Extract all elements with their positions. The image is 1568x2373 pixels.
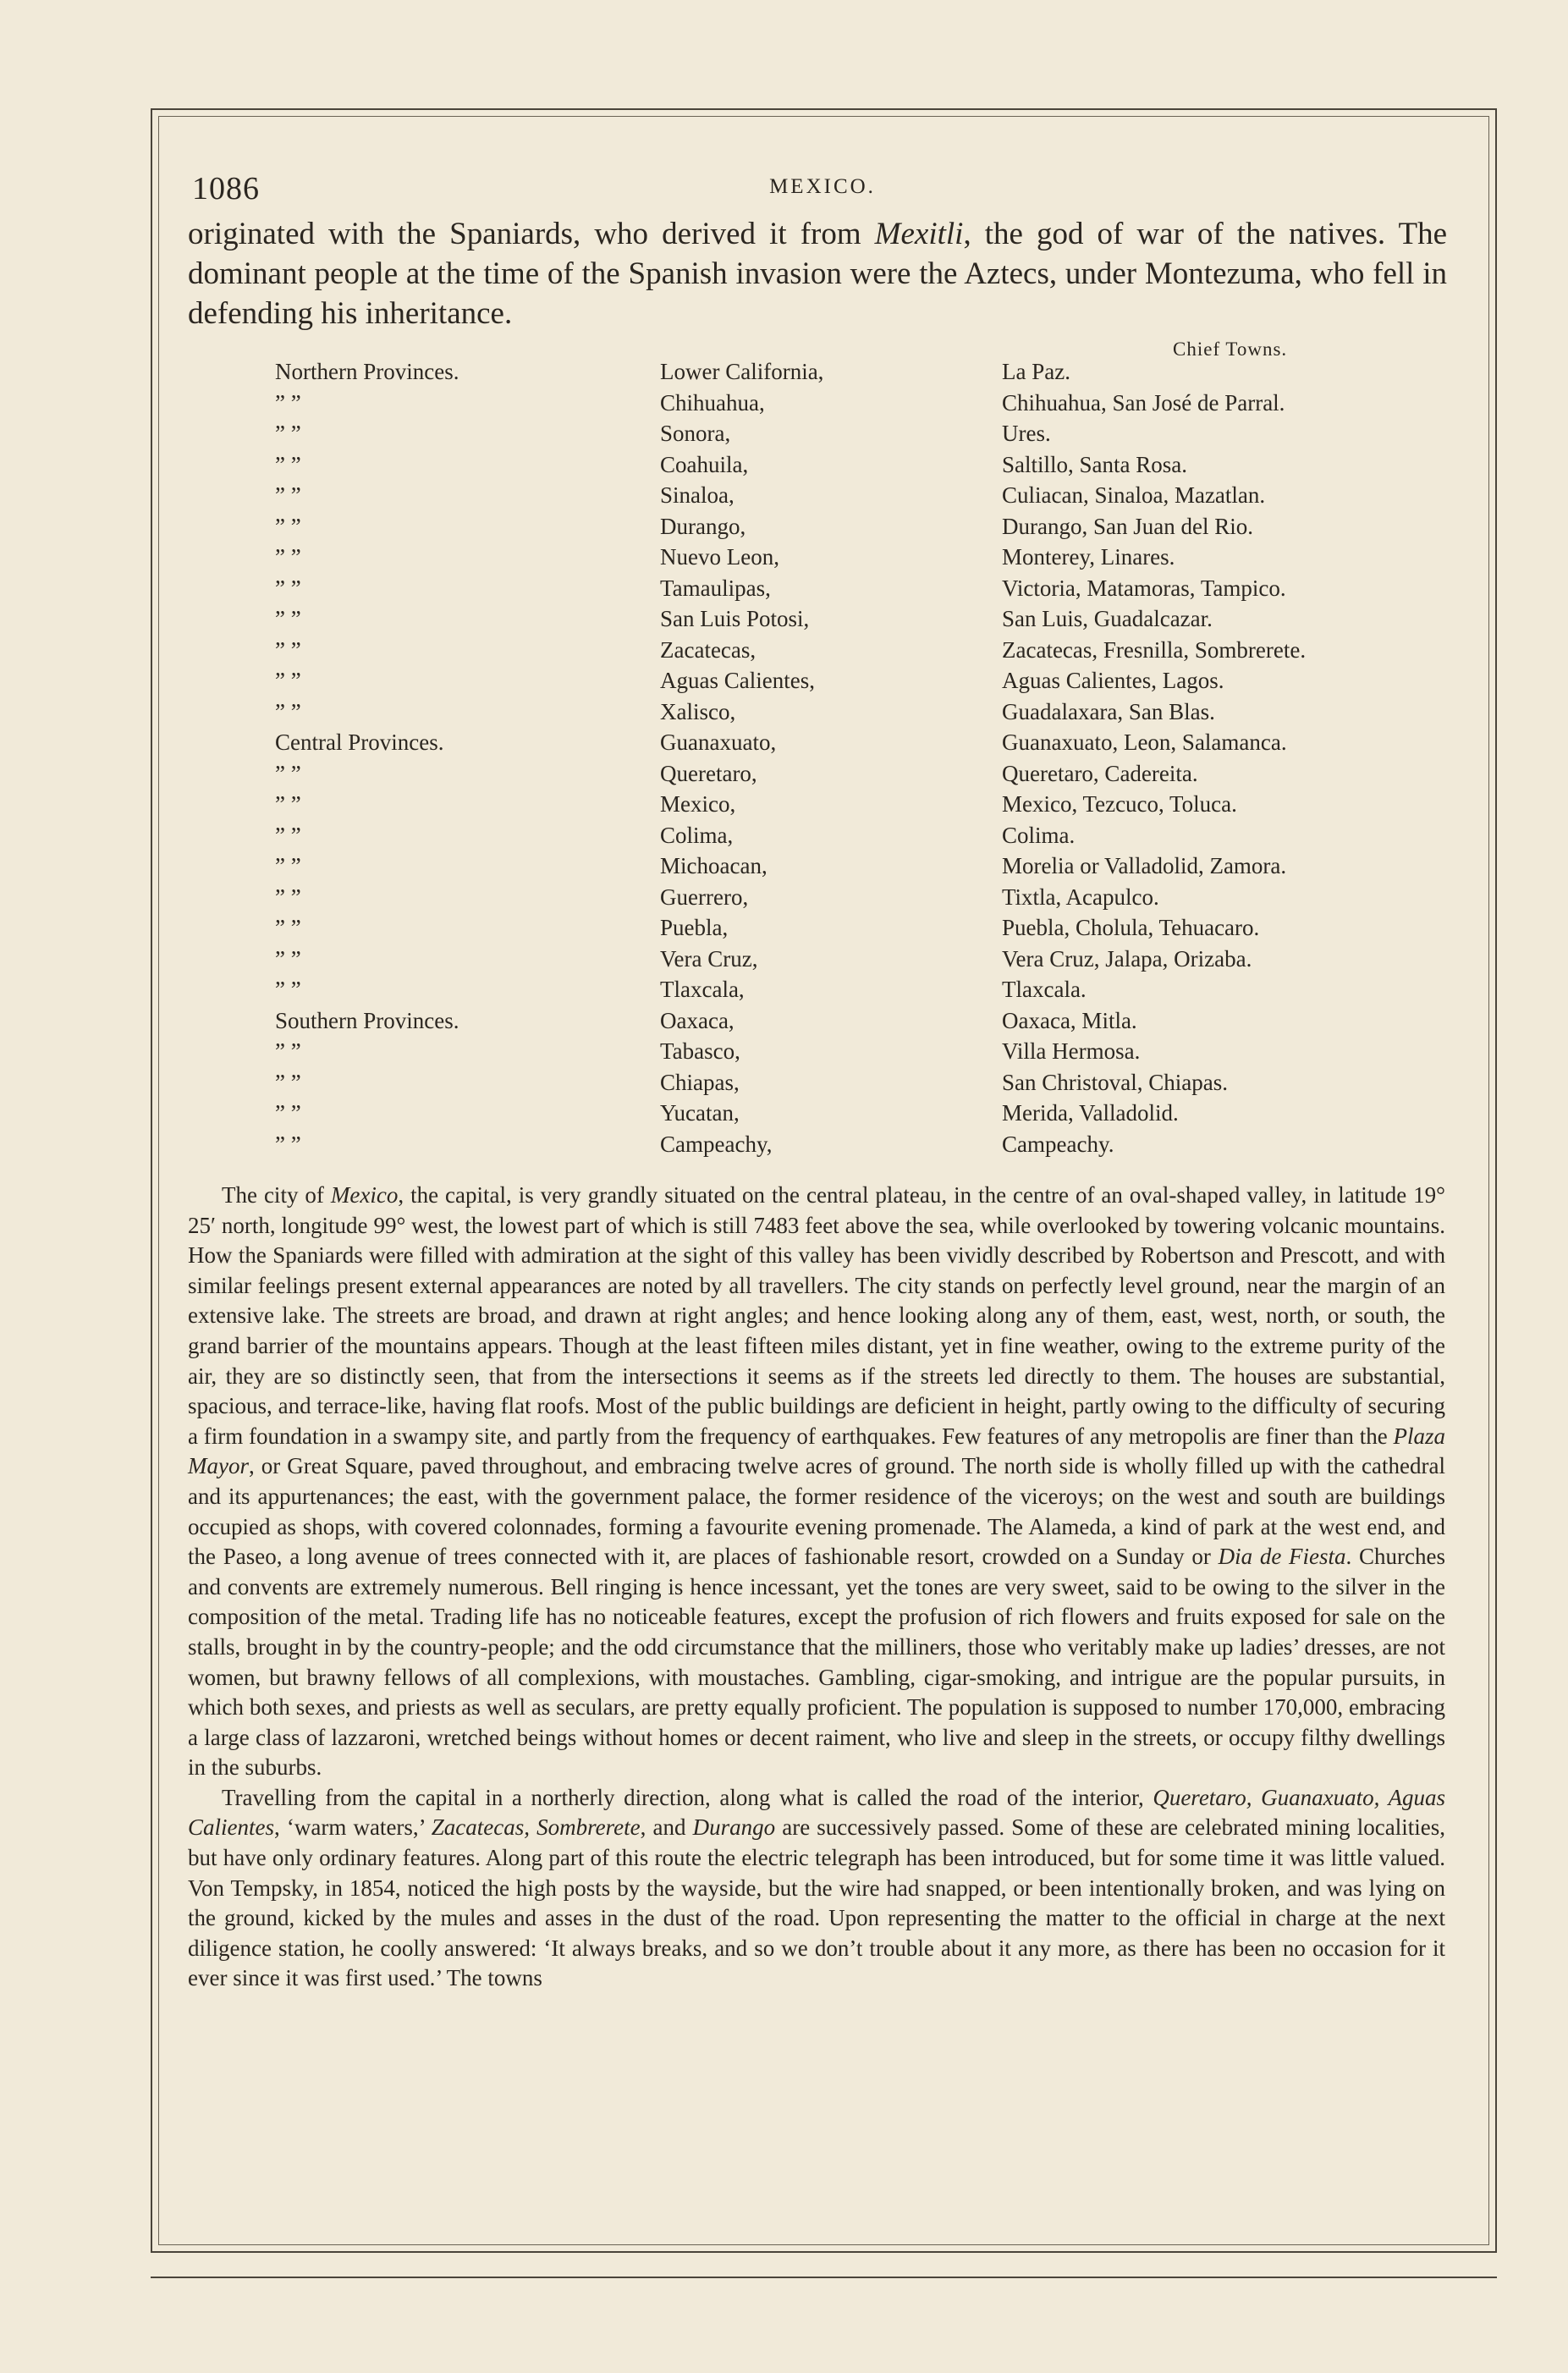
province-state: San Luis Potosi, bbox=[660, 606, 810, 631]
province-state: Chihuahua, bbox=[660, 389, 765, 416]
province-towns: Queretaro, Cadereita. bbox=[1002, 760, 1198, 786]
para1-text-d: . Churches and convents are extremely numerous. Bell ringing is hence incessant, yet the tones are very sweet, said to be owing to the silver in the composition of the metal. Trading life has no noticeable features, except the profusion of rich flowers and fruits exposed for sale on the stalls, brought in by the country-people; and the odd circumstance that the milliners, those who veritably make up ladies’ dresses, are not women, but brawny fellows of all complexions, with moustaches. Gambling, cigar-smoking, and intrigue are the popular pursuits, in which both sexes, and priests as well as seculars, are pretty equally proficient. The population is supposed to number 170,000, embracing a large class of lazzaroni, wretched beings without homes or decent raiment, who live and sleep in the streets, or occupy filthy dwellings in the suburbs. bbox=[188, 1544, 1445, 1781]
province-state: Sinaloa, bbox=[660, 482, 734, 508]
province-region: ” ” bbox=[275, 884, 301, 910]
province-row bbox=[188, 977, 1457, 1008]
province-towns: La Paz. bbox=[1002, 359, 1070, 384]
paragraph-travelling bbox=[188, 1783, 1445, 1994]
province-region: ” ” bbox=[275, 915, 301, 940]
province-towns: Villa Hermosa. bbox=[1002, 1038, 1141, 1064]
province-state: Nuevo Leon, bbox=[660, 544, 779, 570]
province-row bbox=[188, 668, 1457, 699]
province-row bbox=[188, 544, 1457, 575]
province-row bbox=[188, 730, 1457, 761]
province-state: Sonora, bbox=[660, 421, 731, 446]
paragraph-city-of-mexico bbox=[188, 1181, 1445, 1783]
page-number: 1086 bbox=[192, 171, 260, 206]
province-region: ” ” bbox=[275, 822, 301, 848]
province-towns: Aguas Calientes, Lagos. bbox=[1002, 668, 1224, 693]
para2-zacatecas: Zacatecas, Sombrerete bbox=[431, 1814, 641, 1841]
province-row bbox=[188, 699, 1457, 730]
province-region: ” ” bbox=[275, 389, 301, 416]
province-region: ” ” bbox=[275, 636, 301, 663]
para1-dia-de-fiesta: Dia de Fiesta bbox=[1218, 1544, 1346, 1570]
para2-text-c: , and bbox=[640, 1814, 693, 1841]
province-region: ” ” bbox=[275, 945, 301, 972]
province-state: Michoacan, bbox=[660, 853, 767, 878]
province-towns: Campeachy. bbox=[1002, 1131, 1114, 1157]
province-row bbox=[188, 606, 1457, 637]
province-row bbox=[188, 359, 1457, 390]
province-state: Campeachy, bbox=[660, 1131, 773, 1157]
para2-queretaro: Queretaro, Guanaxuato, Aguas Calientes bbox=[188, 1784, 1446, 1841]
province-towns: Morelia or Valladolid, Zamora. bbox=[1002, 853, 1287, 878]
province-state: Guerrero, bbox=[660, 884, 749, 910]
province-state: Colima, bbox=[660, 822, 734, 848]
page-content bbox=[188, 157, 1457, 1994]
intro-paragraph bbox=[188, 214, 1457, 333]
province-towns: Guanaxuato, Leon, Salamanca. bbox=[1002, 730, 1287, 755]
province-row bbox=[188, 452, 1457, 483]
province-towns: Monterey, Linares. bbox=[1002, 544, 1175, 570]
province-row bbox=[188, 637, 1457, 669]
province-row bbox=[188, 1038, 1457, 1070]
province-row bbox=[188, 1008, 1457, 1039]
province-towns: Colima. bbox=[1002, 822, 1076, 848]
provinces-table bbox=[188, 359, 1457, 1162]
province-state: Mexico, bbox=[660, 791, 736, 817]
province-region: ” ” bbox=[275, 1038, 301, 1064]
page-header bbox=[188, 157, 1457, 206]
province-region: ” ” bbox=[275, 760, 301, 786]
province-row bbox=[188, 853, 1457, 884]
province-region: ” ” bbox=[275, 1100, 301, 1126]
province-row bbox=[188, 1100, 1457, 1131]
province-state: Coahuila, bbox=[660, 451, 749, 477]
province-state: Xalisco, bbox=[660, 698, 736, 724]
province-region: ” ” bbox=[275, 544, 301, 570]
province-region: ” ” bbox=[275, 698, 301, 724]
province-state: Tabasco, bbox=[660, 1038, 740, 1064]
chief-towns-header: Chief Towns. bbox=[1173, 339, 1288, 360]
province-row bbox=[188, 421, 1457, 452]
province-region: ” ” bbox=[275, 575, 301, 601]
province-region: ” ” bbox=[275, 482, 301, 508]
province-row bbox=[188, 514, 1457, 545]
province-row bbox=[188, 823, 1457, 854]
province-towns: Mexico, Tezcuco, Toluca. bbox=[1002, 791, 1237, 817]
province-towns: Merida, Valladolid. bbox=[1002, 1100, 1179, 1126]
province-row bbox=[188, 915, 1457, 946]
province-row bbox=[188, 791, 1457, 823]
province-region: ” ” bbox=[275, 1131, 301, 1157]
province-towns: San Christoval, Chiapas. bbox=[1002, 1069, 1228, 1095]
bottom-rule bbox=[151, 2277, 1497, 2278]
province-state: Aguas Calientes, bbox=[660, 668, 815, 693]
province-towns: Chihuahua, San José de Parral. bbox=[1002, 389, 1285, 416]
province-region: Southern Provinces. bbox=[275, 1007, 459, 1033]
intro-mexitli: Mexitli bbox=[874, 217, 964, 251]
province-row bbox=[188, 390, 1457, 421]
province-row bbox=[188, 482, 1457, 514]
province-region: ” ” bbox=[275, 853, 301, 878]
province-towns: Tlaxcala. bbox=[1002, 977, 1087, 1002]
provinces-table-header bbox=[188, 333, 1457, 359]
province-region: ” ” bbox=[275, 606, 301, 631]
province-state: Guanaxuato, bbox=[660, 730, 777, 755]
province-state: Tlaxcala, bbox=[660, 977, 745, 1002]
province-region: Central Provinces. bbox=[275, 730, 444, 755]
province-towns: Oaxaca, Mitla. bbox=[1002, 1007, 1137, 1033]
province-region: ” ” bbox=[275, 977, 301, 1002]
province-towns: Durango, San Juan del Rio. bbox=[1002, 513, 1253, 539]
province-state: Vera Cruz, bbox=[660, 945, 758, 972]
province-towns: Ures. bbox=[1002, 421, 1051, 446]
province-towns: Vera Cruz, Jalapa, Orizaba. bbox=[1002, 945, 1252, 972]
province-towns: Victoria, Matamoras, Tampico. bbox=[1002, 575, 1286, 601]
province-state: Tamaulipas, bbox=[660, 575, 771, 601]
para2-text-b: , ‘warm waters,’ bbox=[274, 1814, 432, 1841]
province-state: Zacatecas, bbox=[660, 636, 756, 663]
province-state: Oaxaca, bbox=[660, 1007, 734, 1033]
province-region: Northern Provinces. bbox=[275, 359, 459, 384]
province-towns: Tixtla, Acapulco. bbox=[1002, 884, 1159, 910]
para1-text-c: , or Great Square, paved throughout, and embracing twelve acres of ground. The north side is wholly filled up with the cathedral and its appurtenances; the east, with the government palace, the former residence of the viceroys; on the west and south are buildings occupied as shops, with covered colonnades, forming a favourite evening promenade. The Alameda, a kind of park at the west end, and the Paseo, a long avenue of trees connected with it, are places of fashionable resort, crowded on a Sunday or bbox=[188, 1453, 1445, 1570]
para2-durango: Durango bbox=[692, 1814, 776, 1841]
province-region: ” ” bbox=[275, 451, 301, 477]
province-row bbox=[188, 884, 1457, 916]
province-region: ” ” bbox=[275, 791, 301, 817]
para2-text-a: Travelling from the capital in a northerly direction, along what is called the road of the interior, bbox=[222, 1784, 1153, 1810]
province-region: ” ” bbox=[275, 668, 301, 693]
province-state: Queretaro, bbox=[660, 760, 757, 786]
para1-text-b: , the capital, is very grandly situated on the central plateau, in the centre of an oval-shaped valley, in latitude 19° 25′ north, longitude 99° west, the lowest part of which is still 7483 feet above the sea, while overlooked by towering volcanic mountains. How the Spaniards were filled with admiration at the sight of this valley has been vividly described by Robertson and Prescott, and with similar feelings present external appearances are noted by all travellers. The city stands on perfectly level ground, near the margin of an extensive lake. The streets are broad, and drawn at right angles; and hence looking along any of them, east, west, north, or south, the grand barrier of the mountains appears. Though at the least fifteen miles distant, yet in fine weather, owing to the extreme purity of the air, they are so distinctly seen, that from the intersections it seems as if the streets led directly to them. The houses are substantial, spacious, and terrace-like, having flat roofs. Most of the public buildings are deficient in height, partly owing to the difficulty of securing a firm foundation in a swampy site, and partly from the frequency of earthquakes. Few features of any metropolis are finer than the bbox=[188, 1182, 1445, 1449]
province-state: Durango, bbox=[660, 513, 746, 539]
province-row bbox=[188, 946, 1457, 977]
running-head: MEXICO. bbox=[769, 175, 876, 198]
province-row bbox=[188, 575, 1457, 607]
province-towns: Puebla, Cholula, Tehuacaro. bbox=[1002, 915, 1260, 940]
province-region: ” ” bbox=[275, 513, 301, 539]
para1-mexico: Mexico bbox=[330, 1182, 399, 1208]
province-state: Yucatan, bbox=[660, 1100, 740, 1126]
province-region: ” ” bbox=[275, 1069, 301, 1095]
province-towns: San Luis, Guadalcazar. bbox=[1002, 606, 1213, 631]
body-text bbox=[188, 1181, 1457, 1994]
province-state: Chiapas, bbox=[660, 1069, 740, 1095]
province-towns: Saltillo, Santa Rosa. bbox=[1002, 451, 1187, 477]
province-row bbox=[188, 1131, 1457, 1163]
province-row bbox=[188, 761, 1457, 792]
intro-text-1: originated with the Spaniards, who derived it from bbox=[188, 217, 875, 251]
para1-text-a: The city of bbox=[222, 1182, 331, 1208]
province-towns: Guadalaxara, San Blas. bbox=[1002, 698, 1215, 724]
intro-text-2: , the god of war of the natives. The dominant people at the time of the Spanish invasion were the Aztecs, under Montezuma, who fell in defending his inheritance. bbox=[188, 217, 1447, 331]
province-state: Lower California, bbox=[660, 359, 824, 384]
para1-plaza-mayor: Plaza Mayor bbox=[188, 1423, 1445, 1479]
province-row bbox=[188, 1070, 1457, 1101]
para2-text-d: are successively passed. Some of these are celebrated mining localities, but have only ordinary features. Along part of this route the electric telegraph has been introduced, but for some time it was little valued. Von Tempsky, in 1854, noticed the high posts by the wayside, but the wire had snapped, or been intentionally broken, and was lying on the ground, kicked by the mules and asses in the dust of the road. Upon representing the matter to the official in charge at the next diligence station, he coolly answered: ‘It always breaks, and so we don’t trouble about it any more, as there has been no occasion for it ever since it was first used.’ The towns bbox=[188, 1814, 1445, 1991]
province-towns: Culiacan, Sinaloa, Mazatlan. bbox=[1002, 482, 1266, 508]
province-state: Puebla, bbox=[660, 915, 729, 940]
province-towns: Zacatecas, Fresnilla, Sombrerete. bbox=[1002, 636, 1307, 663]
province-region: ” ” bbox=[275, 421, 301, 446]
